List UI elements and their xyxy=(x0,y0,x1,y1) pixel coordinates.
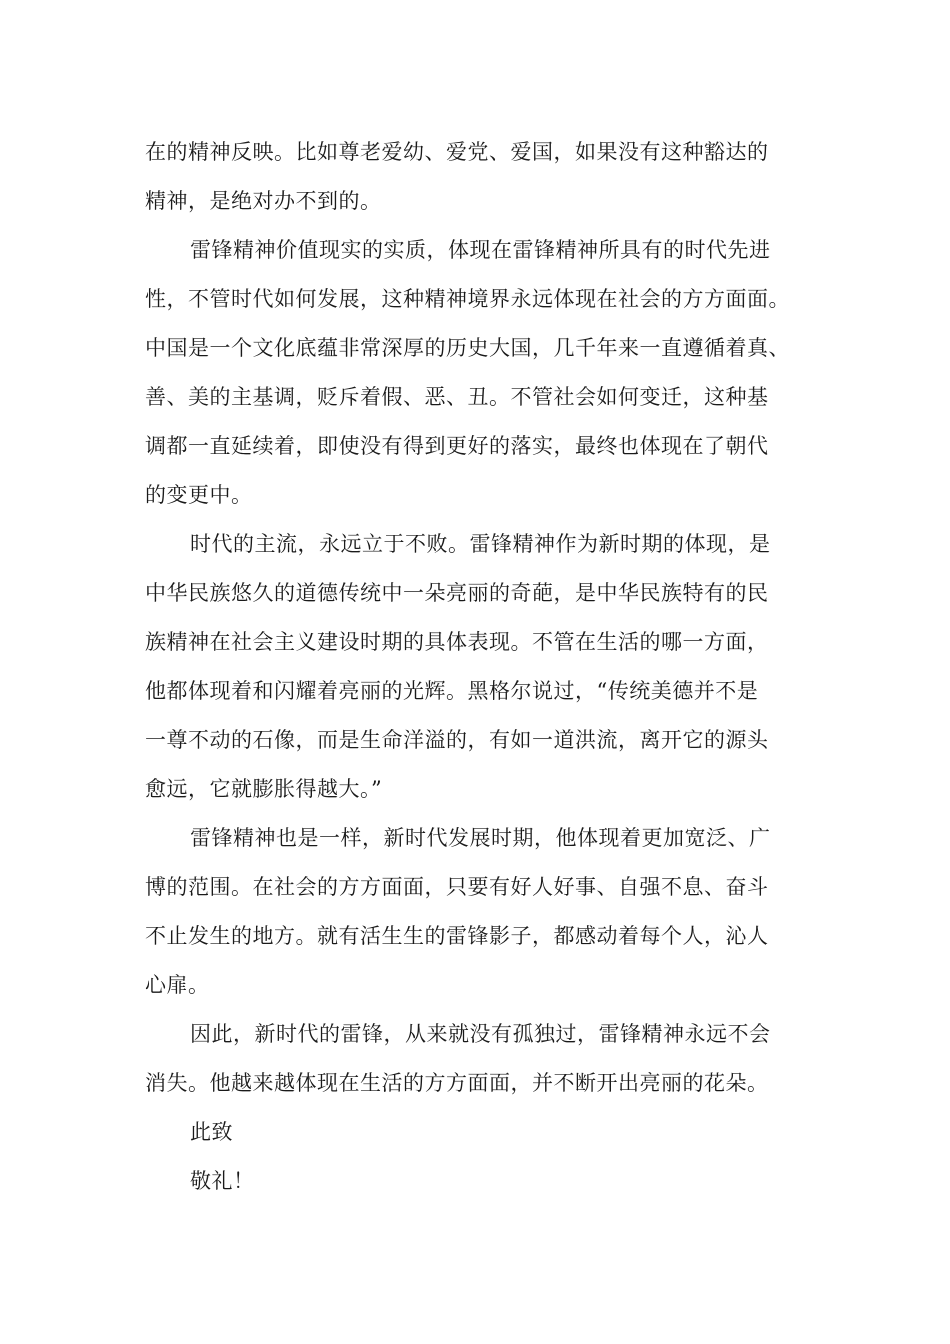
text-line: 在的精神反映。比如尊老爱幼、爱党、爱国，如果没有这种豁达的 xyxy=(145,140,769,164)
text-line: 性，不管时代如何发展，这种精神境界永远体现在社会的方方面面。 xyxy=(145,287,790,311)
closing-regards: 敬礼！ xyxy=(190,1169,255,1193)
text-line: 愈远，它就膨胀得越大。” xyxy=(145,777,383,801)
text-line: 中国是一个文化底蕴非常深厚的历史大国，几千年来一直遵循着真、 xyxy=(145,336,790,360)
paragraph-first-line: 雷锋精神也是一样，新时代发展时期，他体现着更加宽泛、广 xyxy=(190,826,771,850)
text-line: 博的范围。在社会的方方面面，只要有好人好事、自强不息、奋斗 xyxy=(145,875,769,899)
text-line: 一尊不动的石像，而是生命洋溢的，有如一道洪流，离开它的源头 xyxy=(145,728,769,752)
text-line: 精神，是绝对办不到的。 xyxy=(145,189,382,213)
text-line: 调都一直延续着，即使没有得到更好的落实，最终也体现在了朝代 xyxy=(145,434,769,458)
closing-salutation: 此致 xyxy=(190,1120,233,1144)
paragraph-first-line: 雷锋精神价值现实的实质，体现在雷锋精神所具有的时代先进 xyxy=(190,238,771,262)
text-line: 消失。他越来越体现在生活的方方面面，并不断开出亮丽的花朵。 xyxy=(145,1071,769,1095)
paragraph-first-line: 因此，新时代的雷锋，从来就没有孤独过，雷锋精神永远不会 xyxy=(190,1022,771,1046)
document-body xyxy=(145,128,795,1206)
text-line: 不止发生的地方。就有活生生的雷锋影子，都感动着每个人，沁人 xyxy=(145,924,769,948)
paragraph-first-line: 时代的主流，永远立于不败。雷锋精神作为新时期的体现，是 xyxy=(190,532,771,556)
text-line: 的变更中。 xyxy=(145,483,253,507)
text-line: 中华民族悠久的道德传统中一朵亮丽的奇葩，是中华民族特有的民 xyxy=(145,581,769,605)
text-line: 心扉。 xyxy=(145,973,210,997)
text-line: 他都体现着和闪耀着亮丽的光辉。黑格尔说过，“传统美德并不是 xyxy=(145,679,759,703)
text-line: 族精神在社会主义建设时期的具体表现。不管在生活的哪一方面， xyxy=(145,630,769,654)
text-line: 善、美的主基调，贬斥着假、恶、丑。不管社会如何变迁，这种基 xyxy=(145,385,769,409)
